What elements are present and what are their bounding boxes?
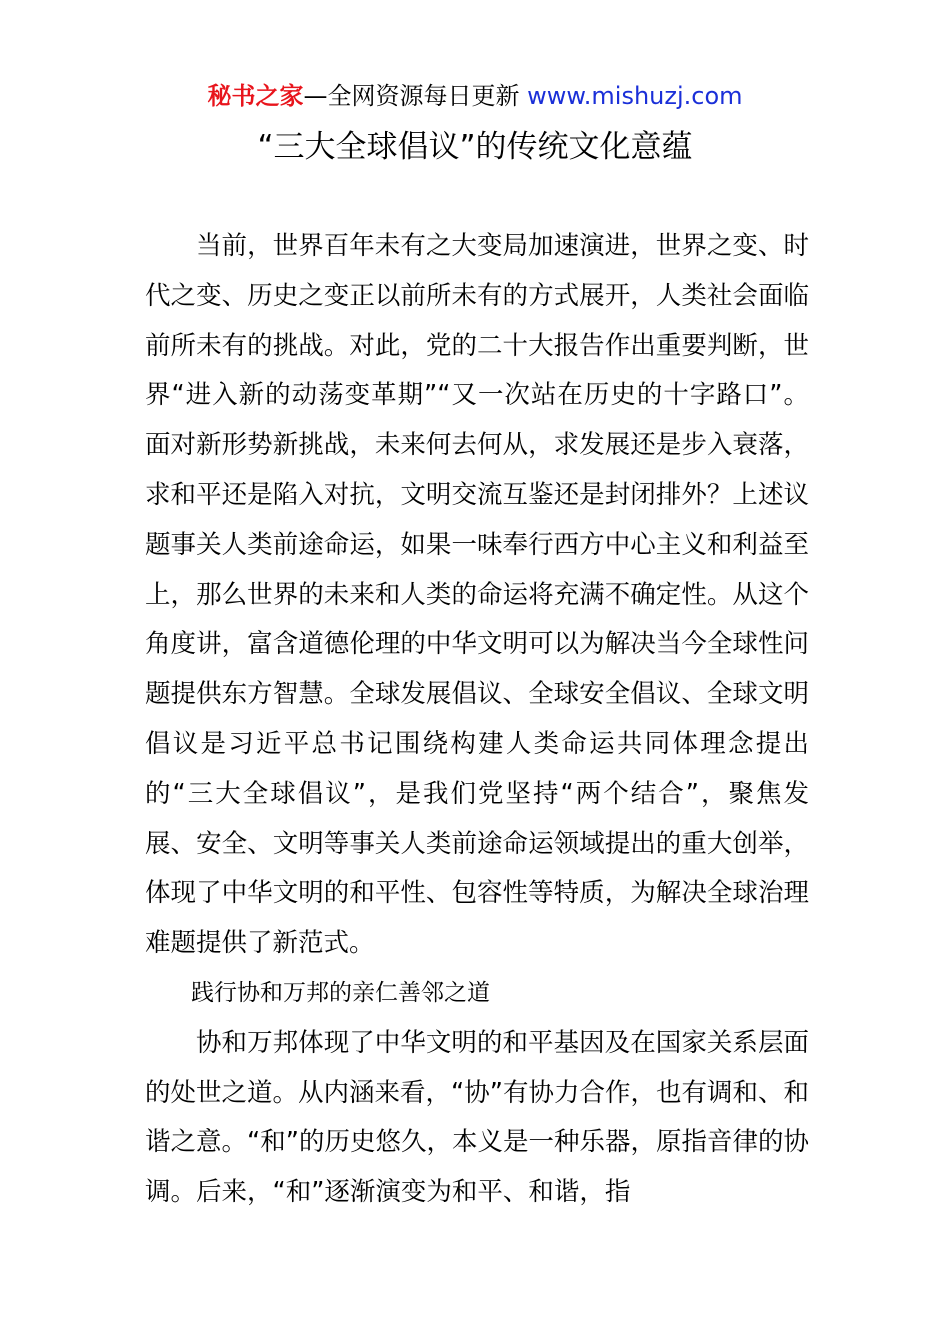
document-title: “三大全球倡议”的传统文化意蕴: [257, 129, 693, 165]
site-url-link[interactable]: www.mishuzj.com: [527, 82, 743, 110]
site-brand: 秘书之家: [207, 82, 304, 110]
site-header: [0, 80, 950, 112]
document-body: [145, 222, 809, 1218]
site-tagline: —全网资源每日更新: [303, 82, 528, 110]
section-heading: 践行协和万邦的亲仁善邻之道: [191, 979, 490, 1006]
body-paragraph-intro: 当前，世界百年未有之大变局加速演进，世界之变、时代之变、历史之变正以前所未有的方式展开，人类社会面临前所未有的挑战。对此，党的二十大报告作出重要判断，世界“进入新的动荡变革期”“又一次站在历史的十字路口”。面对新形势新挑战，未来何去何从，求发展还是步入衰落，求和平还是陷入对抗，文明交流互鉴还是封闭排外？上述议题事关人类前途命运，如果一味奉行西方中心主义和利益至上，那么世界的未来和人类的命运将充满不确定性。从这个角度讲，富含道德伦理的中华文明可以为解决当今全球性问题提供东方智慧。全球发展倡议、全球安全倡议、全球文明倡议是习近平总书记围绕构建人类命运共同体理念提出的“三大全球倡议”，是我们党坚持“两个结合”，聚焦发展、安全、文明等事关人类前途命运领域提出的重大创举，体现了中华文明的和平性、包容性等特质，为解决全球治理难题提供了新范式。: [145, 231, 809, 959]
body-paragraph-section: 协和万邦体现了中华文明的和平基因及在国家关系层面的处世之道。从内涵来看，“协”有协力合作，也有调和、和谐之意。“和”的历史悠久，本义是一种乐器，原指音律的协调。后来，“和”逐渐演变为和平、和谐，指: [145, 1027, 809, 1208]
